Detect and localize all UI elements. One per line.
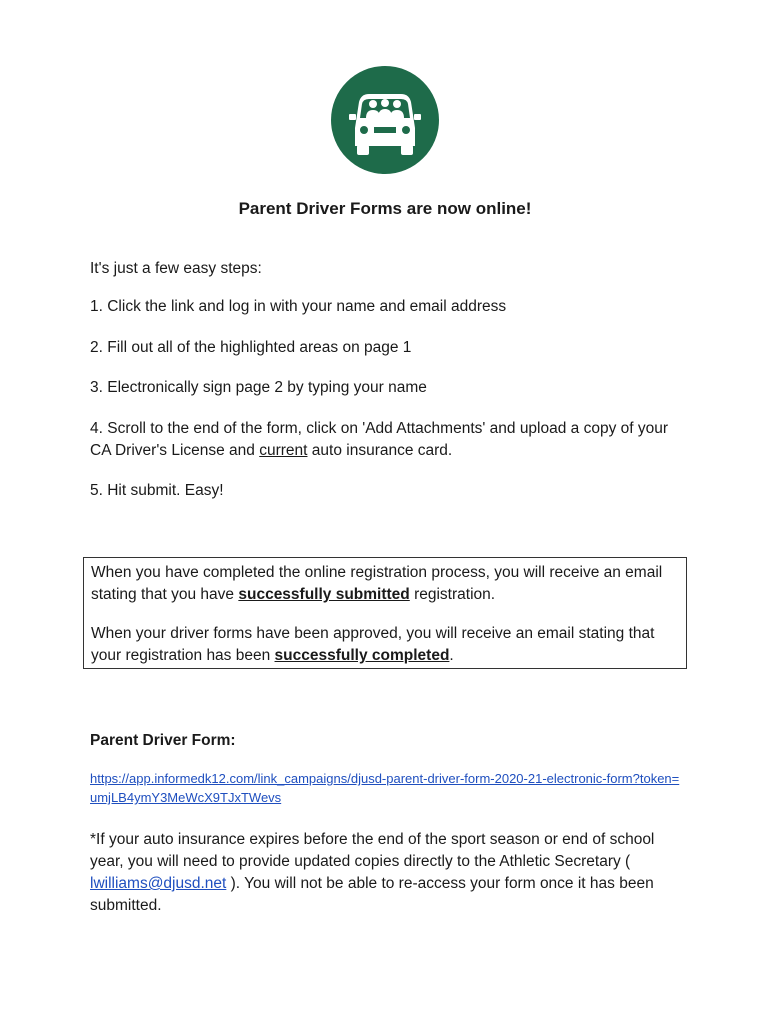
form-link[interactable]: https://app.informedk12.com/link_campaigns/djusd-parent-driver-form-2020-21-electronic-form?token=umjLB4ymY3MeWcX9TJxTWevs [90,771,680,805]
step-4 [90,418,675,462]
footnote-text: *If your auto insurance expires before the end of the sport season or end of school year, you will need to provide updated copies directly to the Athletic Secretary ( [90,831,655,870]
step-4-text-end: auto insurance card. [307,442,453,459]
step-4-text: 4. Scroll to the end of the form, click on 'Add Attachments' and upload a copy of your CA Driver's License and [90,420,669,459]
notice-text: When your driver forms have been approved, you will receive an email stating that your registration has been [91,625,655,664]
step-5: 5. Hit submit. Easy! [90,482,224,499]
step-3: 3. Electronically sign page 2 by typing your name [90,379,427,396]
notice-emphasis: successfully completed [274,647,450,664]
notice-box [83,557,687,669]
intro-text: It's just a few easy steps: [90,260,262,277]
footnote [90,829,685,917]
notice-paragraph-2 [91,623,676,667]
step-1: 1. Click the link and log in with your name and email address [90,298,507,315]
notice-emphasis: successfully submitted [238,586,410,603]
footnote-text-end: ). You will not be able to re-access your form once it has been submitted. [90,875,654,914]
carpool-car-icon [331,66,439,174]
notice-text-end: registration. [409,586,496,603]
email-link[interactable]: lwilliams@djusd.net [90,875,227,892]
step-4-emphasis: current [259,442,308,459]
step-2: 2. Fill out all of the highlighted areas on page 1 [90,339,412,356]
page-title: Parent Driver Forms are now online! [238,199,532,218]
notice-text-end: . [449,647,454,664]
notice-text: When you have completed the online registration process, you will receive an email stating that you have [91,564,663,603]
form-label: Parent Driver Form: [90,732,236,749]
notice-paragraph-1 [91,562,676,606]
